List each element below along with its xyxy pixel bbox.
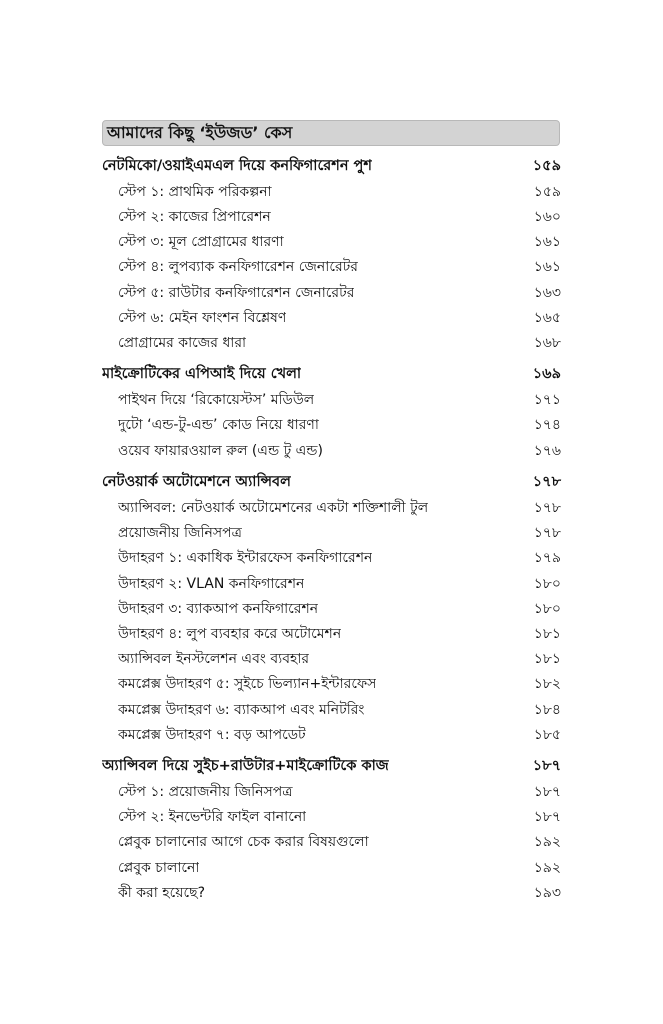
toc-page-number: ১৭৮	[533, 525, 561, 542]
toc-page-number: ১৬০	[533, 208, 561, 225]
toc-entry-title: পাইথন দিয়ে ‘রিকোয়েস্টস’ মডিউল	[118, 392, 315, 409]
toc-section	[102, 363, 561, 464]
toc-entry[interactable]	[102, 330, 561, 355]
toc-entry[interactable]	[102, 546, 561, 571]
toc-entry-title: স্টেপ ৪: লুপব্যাক কনফিগারেশন জেনারেটর	[118, 259, 358, 276]
toc-page-number: ১৮২	[533, 676, 561, 693]
toc-page-number: ১৬১	[533, 259, 561, 276]
toc-entry-title: স্টেপ ৬: মেইন ফাংশন বিশ্লেষণ	[118, 309, 287, 326]
toc-page-number: ১৮১	[533, 651, 561, 668]
toc-entry-title: প্রোগ্রামের কাজের ধারা	[118, 334, 247, 351]
toc-entry-title: উদাহরণ ৪: লুপ ব্যবহার করে অটোমেশন	[118, 625, 342, 642]
toc-entry-title: উদাহরণ ৩: ব্যাকআপ কনফিগারেশন	[118, 600, 319, 617]
toc-page-number: ১৭৪	[533, 417, 561, 434]
toc-entry[interactable]	[102, 621, 561, 646]
toc-section-heading[interactable]	[102, 470, 561, 495]
toc-entry-title: স্টেপ ২: ইনভেন্টরি ফাইল বানানো	[118, 809, 307, 826]
toc-entry-title: স্টেপ ২: কাজের প্রিপারেশন	[118, 208, 271, 225]
toc-entry[interactable]	[102, 722, 561, 747]
toc-entry-title: স্টেপ ৫: রাউটার কনফিগারেশন জেনারেটর	[118, 284, 355, 301]
toc-entry-title: দুটো ‘এন্ড-টু-এন্ড’ কোড নিয়ে ধারণা	[118, 417, 319, 434]
toc-entry-title: প্লেবুক চালানো	[118, 859, 200, 876]
toc-entry-title: উদাহরণ ১: একাধিক ইন্টারফেস কনফিগারেশন	[118, 550, 373, 567]
toc-section-heading[interactable]	[102, 154, 561, 179]
toc-entry-title: কমপ্লেক্স উদাহরণ ৬: ব্যাকআপ এবং মনিটরিং	[118, 701, 365, 718]
toc-page-number: ১৮০	[533, 575, 561, 592]
toc-page-number: ১৮১	[533, 625, 561, 642]
toc-page-number: ১৯২	[533, 834, 561, 851]
toc-entry-title: ওয়েব ফায়ারওয়াল রুল (এন্ড টু এন্ড)	[118, 442, 323, 459]
toc-page-number: ১৭৮	[532, 473, 561, 490]
toc-entry[interactable]	[102, 388, 561, 413]
toc-page-number: ১৮৪	[533, 701, 561, 718]
toc-entry-title: অ্যান্সিবল ইনস্টলেশন এবং ব্যবহার	[118, 651, 310, 668]
toc-page-number: ১৯৩	[533, 884, 561, 901]
toc-entry[interactable]	[102, 672, 561, 697]
toc-page-number: ১৯২	[533, 859, 561, 876]
toc-entry[interactable]	[102, 697, 561, 722]
toc-section-title: মাইক্রোটিকের এপিআই দিয়ে খেলা	[102, 366, 302, 383]
toc-entry-title: কমপ্লেক্স উদাহরণ ৭: বড় আপডেট	[118, 726, 306, 743]
toc-entry[interactable]	[102, 647, 561, 672]
toc-entry[interactable]	[102, 230, 561, 255]
toc-section-heading[interactable]	[102, 754, 561, 779]
toc-entry-title: উদাহরণ ২: VLAN কনফিগারেশন	[118, 575, 305, 592]
toc-page-number: ১৬৫	[533, 309, 561, 326]
toc-entry-title: প্রয়োজনীয় জিনিসপত্র	[118, 525, 242, 542]
toc-entry-title: অ্যান্সিবল: নেটওয়ার্ক অটোমেশনের একটা শক্তিশালী টুল	[118, 500, 429, 517]
toc-entry[interactable]	[102, 495, 561, 520]
toc-page-number: ১৭৯	[533, 550, 561, 567]
table-of-contents	[102, 154, 561, 912]
toc-page-number: ১৮৭	[532, 757, 561, 774]
toc-entry[interactable]	[102, 305, 561, 330]
toc-page-number: ১৭৮	[533, 500, 561, 517]
toc-entry[interactable]	[102, 280, 561, 305]
toc-page-number: ১৭৬	[533, 442, 561, 459]
toc-page-number: ১৬৮	[533, 334, 561, 351]
toc-page-number: ১৫৯	[532, 157, 561, 174]
toc-entry[interactable]	[102, 830, 561, 855]
toc-entry[interactable]	[102, 204, 561, 229]
toc-page-number: ১৮০	[533, 600, 561, 617]
chapter-banner	[102, 120, 560, 146]
toc-entry-title: স্টেপ ১: প্রয়োজনীয় জিনিসপত্র	[118, 784, 293, 801]
toc-page-number: ১৬১	[533, 234, 561, 251]
chapter-title: আমাদের কিছু ‘ইউজড’ কেস	[107, 122, 293, 142]
toc-entry[interactable]	[102, 805, 561, 830]
toc-section-title: নেটওয়ার্ক অটোমেশনে অ্যান্সিবল	[102, 473, 291, 490]
toc-entry-title: স্টেপ ১: প্রাথমিক পরিকল্পনা	[118, 183, 272, 200]
toc-page-number: ১৮৭	[533, 784, 561, 801]
toc-entry-title: কমপ্লেক্স উদাহরণ ৫: সুইচে ভিল্যান+ইন্টারফেস	[118, 676, 377, 693]
toc-section	[102, 754, 561, 905]
toc-entry[interactable]	[102, 521, 561, 546]
toc-entry[interactable]	[102, 413, 561, 438]
toc-section	[102, 470, 561, 747]
toc-entry[interactable]	[102, 780, 561, 805]
toc-entry[interactable]	[102, 179, 561, 204]
toc-entry[interactable]	[102, 880, 561, 905]
toc-page-number: ১৬৯	[532, 366, 561, 383]
toc-section	[102, 154, 561, 356]
toc-entry[interactable]	[102, 596, 561, 621]
toc-section-heading[interactable]	[102, 363, 561, 388]
toc-entry-title: প্লেবুক চালানোর আগে চেক করার বিষয়গুলো	[118, 834, 369, 851]
toc-page-number: ১৬৩	[533, 284, 561, 301]
toc-section-title: অ্যান্সিবল দিয়ে সুইচ+রাউটার+মাইক্রোটিকে কাজ	[102, 757, 389, 774]
toc-entry[interactable]	[102, 255, 561, 280]
toc-page-number: ১৮৫	[533, 726, 561, 743]
toc-page-number: ১৫৯	[533, 183, 561, 200]
toc-entry[interactable]	[102, 571, 561, 596]
toc-entry[interactable]	[102, 438, 561, 463]
toc-entry-title: কী করা হয়েছে?	[118, 884, 206, 901]
toc-entry-title: স্টেপ ৩: মূল প্রোগ্রামের ধারণা	[118, 234, 284, 251]
toc-page-number: ১৭১	[533, 392, 561, 409]
toc-entry[interactable]	[102, 855, 561, 880]
toc-page-number: ১৮৭	[533, 809, 561, 826]
toc-section-title: নেটমিকো/ওয়াইএমএল দিয়ে কনফিগারেশন পুশ	[102, 157, 372, 174]
